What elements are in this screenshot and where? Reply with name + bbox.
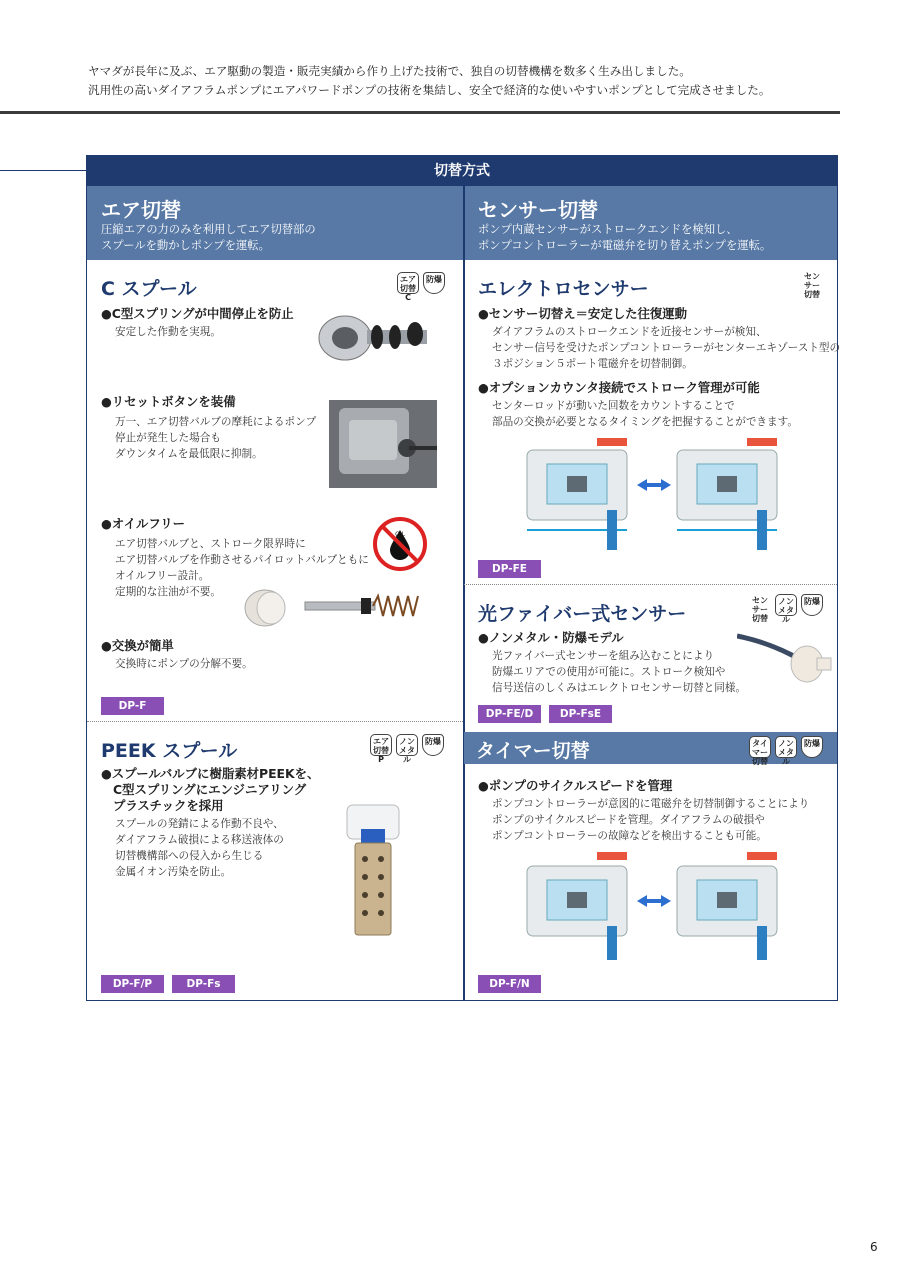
- timer-switch-header: [464, 732, 837, 764]
- c-spool-bullet-2: ●リセットボタンを装備: [101, 394, 236, 409]
- fiber-desc-1: 光ファイバー式センサーを組み込むことにより: [492, 650, 715, 662]
- peek-bullet-1-line-2: C型スプリングにエンジニアリング: [113, 782, 307, 797]
- model-tag-dp-f: DP-F: [101, 697, 164, 715]
- c-spool-bullet-1: ●C型スプリングが中間停止を防止: [101, 306, 294, 321]
- right-section-divider-1: [464, 584, 837, 585]
- timer-switch-diagram: [487, 846, 817, 962]
- peek-bullet-1: [101, 766, 319, 814]
- c-spool-bullet-3-desc-2: エア切替バルブを作動させるパイロットバルブともに: [115, 554, 369, 566]
- model-tag-dp-f-p: DP-F/P: [101, 975, 164, 993]
- c-spool-bullet-3-desc-4: 定期的な注油が不要。: [115, 586, 221, 598]
- intro-text: [88, 62, 848, 100]
- intro-line-2: 汎用性の高いダイアフラムポンプにエアパワードポンプの技術を集結し、安全で経済的な使いやすいポンプとして完成させました。: [88, 83, 771, 97]
- c-spool-bullet-3: ●オイルフリー: [101, 516, 186, 531]
- electro-bullet-1-desc-2: センサー信号を受けたポンプコントローラーがセンターエキゾースト型の: [492, 342, 841, 354]
- page-number: 6: [870, 1240, 878, 1254]
- peek-spool-photo: [341, 803, 405, 939]
- switching-method-table: [86, 155, 841, 1001]
- electro-bullet-1-desc-3: ３ポジション５ポート電磁弁を切替制御。: [492, 358, 693, 370]
- peek-desc-2: ダイアフラム破損による移送液体の: [115, 834, 284, 846]
- peek-desc-3: 切替機構部への侵入から生じる: [115, 850, 264, 862]
- column-divider: [463, 186, 465, 1000]
- c-spool-bullet-1-desc: 安定した作動を実現。: [115, 326, 221, 338]
- electro-bullet-1-desc-1: ダイアフラムのストロークエンドを近接センサーが検知、: [492, 326, 767, 338]
- air-switch-c-icon: エア切替C: [397, 272, 419, 294]
- c-spool-bullet-3-desc-3: オイルフリー設計。: [115, 570, 210, 582]
- top-divider: [0, 111, 840, 114]
- electro-bullet-2-desc-2: 部品の交換が必要となるタイミングを把握することができます。: [492, 416, 798, 428]
- side-accent-line: [0, 170, 86, 171]
- electro-bullet-1-desc: [492, 324, 840, 372]
- fiber-sensor-photo: [737, 632, 833, 690]
- air-switch-desc-line-2: スプールを動かしポンプを運転。: [101, 239, 270, 252]
- oil-label: OIL: [395, 531, 405, 538]
- sensor-switch-icon: センサー切替: [801, 270, 823, 292]
- model-tag-dp-fse: DP-FsE: [549, 705, 612, 723]
- sensor-switch-header: [464, 186, 837, 260]
- timer-desc: [492, 796, 809, 844]
- fiber-bullet-1: ●ノンメタル・防爆モデル: [478, 630, 624, 645]
- electro-bullet-1: ●センサー切替え＝安定した往復運動: [478, 306, 688, 321]
- model-tag-dp-fe-d: DP-FE/D: [478, 705, 541, 723]
- c-spool-photo: [315, 308, 433, 364]
- timer-switch-icons: [749, 736, 823, 766]
- c-spool-bullet-2-desc-1: 万一、エア切替バルブの摩耗によるポンプ: [115, 416, 317, 428]
- timer-desc-1: ポンプコントローラーが意図的に電磁弁を切替制御することにより: [492, 798, 810, 810]
- electro-sensor-title: エレクトロセンサー: [478, 278, 649, 300]
- model-tag-dp-fs: DP-Fs: [172, 975, 235, 993]
- timer-desc-2: ポンプのサイクルスピードを管理。ダイアフラムの破損や: [492, 814, 765, 826]
- fiber-sensor-title: 光ファイバー式センサー: [478, 603, 687, 625]
- timer-switch-title: タイマー切替: [476, 740, 590, 762]
- explosion-proof-icon: 防爆: [423, 272, 445, 294]
- electro-bullet-2: ●オプションカウンタ接続でストローク管理が可能: [478, 380, 760, 395]
- explosion-proof-icon: 防爆: [801, 594, 823, 616]
- timer-desc-3: ポンプコントローラーの故障などを検出することも可能。: [492, 830, 767, 842]
- fiber-sensor-icons: [749, 594, 823, 624]
- sensor-switch-desc-line-1: ポンプ内蔵センサーがストロークエンドを検知し、: [478, 223, 738, 236]
- air-switch-desc-line-1: 圧縮エアの力のみを利用してエア切替部の: [101, 223, 316, 236]
- table-banner: 切替方式: [87, 156, 837, 186]
- electro-bullet-2-desc-1: センターロッドが動いた回数をカウントすることで: [492, 400, 735, 412]
- timer-bullet-1: ●ポンプのサイクルスピードを管理: [478, 778, 673, 793]
- sensor-switch-desc-line-2: ポンプコントローラーが電磁弁を切り替えポンプを運転。: [478, 239, 772, 252]
- sensor-switch-icon: センサー切替: [749, 594, 771, 616]
- air-switch-desc: [101, 222, 316, 254]
- oil-free-icon: [372, 516, 428, 572]
- left-section-divider: [87, 721, 463, 722]
- electro-sensor-icons: [801, 270, 823, 299]
- sensor-switch-desc: [478, 222, 771, 254]
- electro-bullet-2-desc: [492, 398, 798, 430]
- peek-desc-1: スプールの発錆による作動不良や、: [115, 818, 284, 830]
- c-spool-title: C スプール: [101, 278, 197, 300]
- explosion-proof-icon: 防爆: [422, 734, 444, 756]
- explosion-proof-icon: 防爆: [801, 736, 823, 758]
- c-spool-icons: [397, 272, 445, 302]
- c-spool-bullet-2-desc-3: ダウンタイムを最低限に抑制。: [115, 448, 263, 460]
- timer-switch-icon: タイマー切替: [749, 736, 771, 758]
- c-spool-bullet-2-desc: [115, 414, 316, 462]
- model-tag-dp-f-n: DP-F/N: [478, 975, 541, 993]
- fiber-desc-3: 信号送信のしくみはエレクトロセンサー切替と同様。: [492, 682, 747, 694]
- intro-line-1: ヤマダが長年に及ぶ、エア駆動の製造・販売実績から作り上げた技術で、独自の切替機構を数多く生み出しました。: [88, 64, 691, 78]
- fiber-desc: [492, 648, 746, 696]
- model-tag-dp-fe: DP-FE: [478, 560, 541, 578]
- peek-bullet-1-line-1: ●スプールバルブに樹脂素材PEEKを、: [101, 766, 320, 781]
- peek-spool-icons: [370, 734, 444, 764]
- c-spool-bullet-4-desc: 交換時にポンプの分解不要。: [115, 658, 253, 670]
- electro-sensor-diagram: [487, 430, 817, 552]
- air-switch-header: [87, 186, 463, 260]
- non-metal-icon: ノンメタル: [775, 736, 797, 758]
- air-switch-p-icon: エア切替P: [370, 734, 392, 756]
- peek-desc: [115, 816, 284, 880]
- non-metal-icon: ノンメタル: [396, 734, 418, 756]
- peek-spool-title: PEEK スプール: [101, 740, 238, 762]
- non-metal-icon: ノンメタル: [775, 594, 797, 616]
- c-spool-bullet-3-desc-1: エア切替バルブと、ストローク限界時に: [115, 538, 306, 550]
- reset-button-photo: [329, 400, 437, 488]
- c-spool-bullet-4: ●交換が簡単: [101, 638, 174, 653]
- peek-desc-4: 金属イオン汚染を防止。: [115, 866, 232, 878]
- c-spool-bullet-2-desc-2: 停止が発生した場合も: [115, 432, 221, 444]
- sensor-switch-title: センサー切替: [478, 198, 598, 222]
- air-switch-title: エア切替: [101, 198, 181, 222]
- pilot-valve-photo: [243, 584, 433, 634]
- peek-bullet-1-line-3: プラスチックを採用: [113, 798, 224, 813]
- fiber-desc-2: 防爆エリアでの使用が可能に。ストローク検知や: [492, 666, 726, 678]
